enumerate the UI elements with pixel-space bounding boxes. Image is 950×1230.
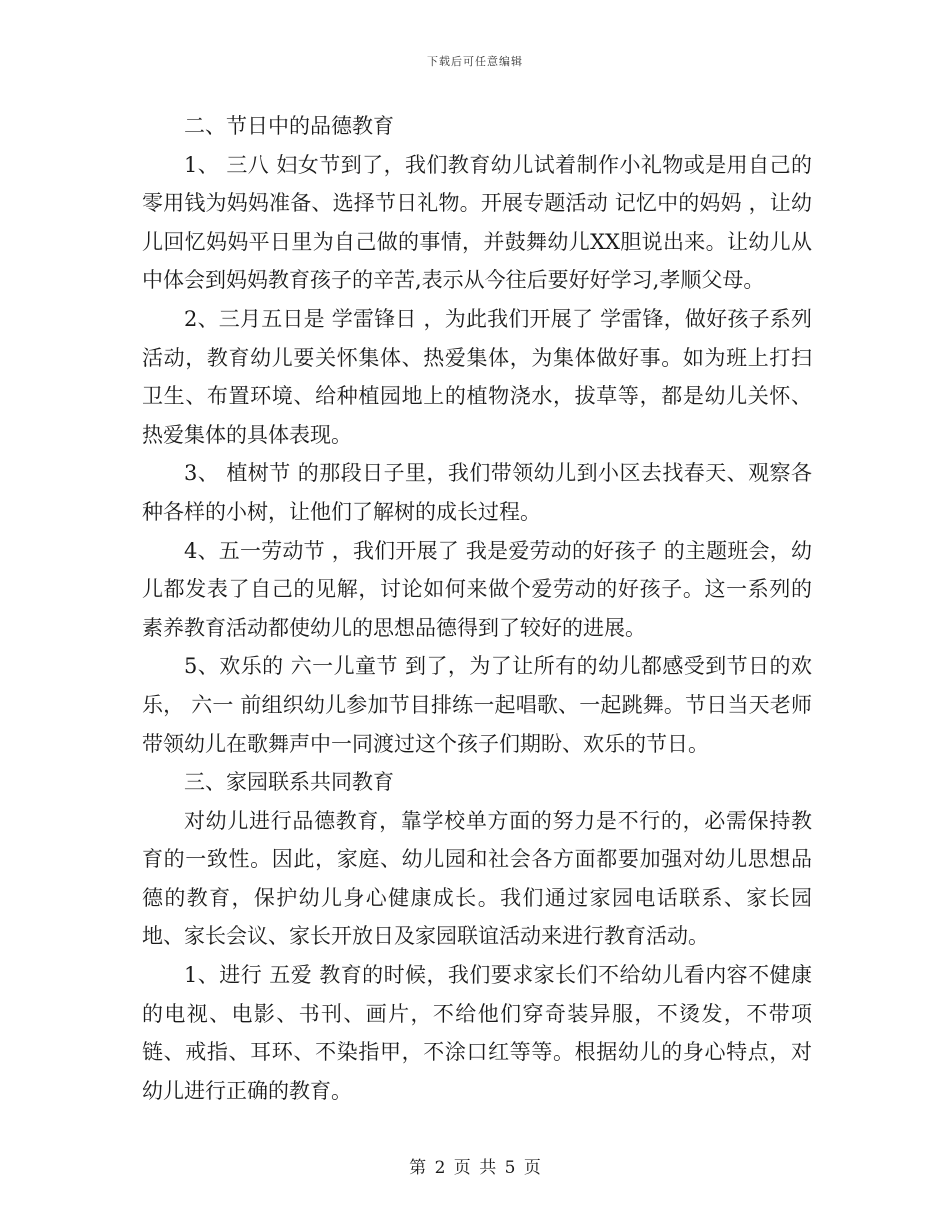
paragraph-five-loves: 1、进行 五爱 教育的时候，我们要求家长们不给幼儿看内容不健康的电视、电影、书刊、画片，不给他们穿奇装异服，不烫发，不带项链、戒指、耳环、不染指甲，不涂口红等等。根据幼儿的身心特点，对幼儿进行正确的教育。 [142,963,812,1103]
page-number-footer: 第 2 页 共 5 页 [409,1158,541,1178]
paragraph-labor-day: 4、五一劳动节 ，我们开展了 我是爱劳动的好孩子 的主题班会，幼儿都发表了自己的见解，讨论如何来做个爱劳动的好孩子。这一系列的素养教育活动都使幼儿的思想品德得到了较好的进展。 [142,538,812,640]
section-heading-moral-education: 二、节日中的品德教育 [184,114,394,138]
paragraph-home-school-intro: 对幼儿进行品德教育，靠学校单方面的努力是不行的，必需保持教育的一致性。因此，家庭、幼儿园和社会各方面都要加强对幼儿思想品德的教育，保护幼儿身心健康成长。我们通过家园电话联系、家长园地、家长会议、家长开放日及家园联谊活动来进行教育活动。 [142,808,812,949]
paragraph-learn-from-leifeng: 2、三月五日是 学雷锋日 ，为此我们开展了 学雷锋，做好孩子系列活动，教育幼儿要关怀集体、热爱集体，为集体做好事。如为班上打扫卫生、布置环境、给种植园地上的植物浇水，拔草等，都是幼儿关怀、热爱集体的具体表现。 [142,306,812,447]
section-heading-home-school: 三、家园联系共同教育 [184,770,394,795]
paragraph-childrens-day: 5、欢乐的 六一儿童节 到了，为了让所有的幼儿都感受到节日的欢乐， 六一 前组织幼儿参加节目排练一起唱歌、一起跳舞。节日当天老师带领幼儿在歌舞声中一同渡过这个孩子们期盼、欢乐的节日。 [142,654,812,756]
page-header-note: 下载后可任意编辑 [427,55,523,68]
document-body [142,107,812,1110]
paragraph-arbor-day: 3、 植树节 的那段日子里，我们带领幼儿到小区去找春天、观察各种各样的小树，让他们了解树的成长过程。 [142,461,812,524]
paragraph-womens-day: 1、 三八 妇女节到了，我们教育幼儿试着制作小礼物或是用自己的零用钱为妈妈准备、选择节日礼物。开展专题活动 记忆中的妈妈 ，让幼儿回忆妈妈平日里为自己做的事情，并鼓舞幼儿XX胆说出来。让幼儿从中体会到妈妈教育孩子的辛苦,表示从今往后要好好学习,孝顺父母。 [142,152,812,293]
